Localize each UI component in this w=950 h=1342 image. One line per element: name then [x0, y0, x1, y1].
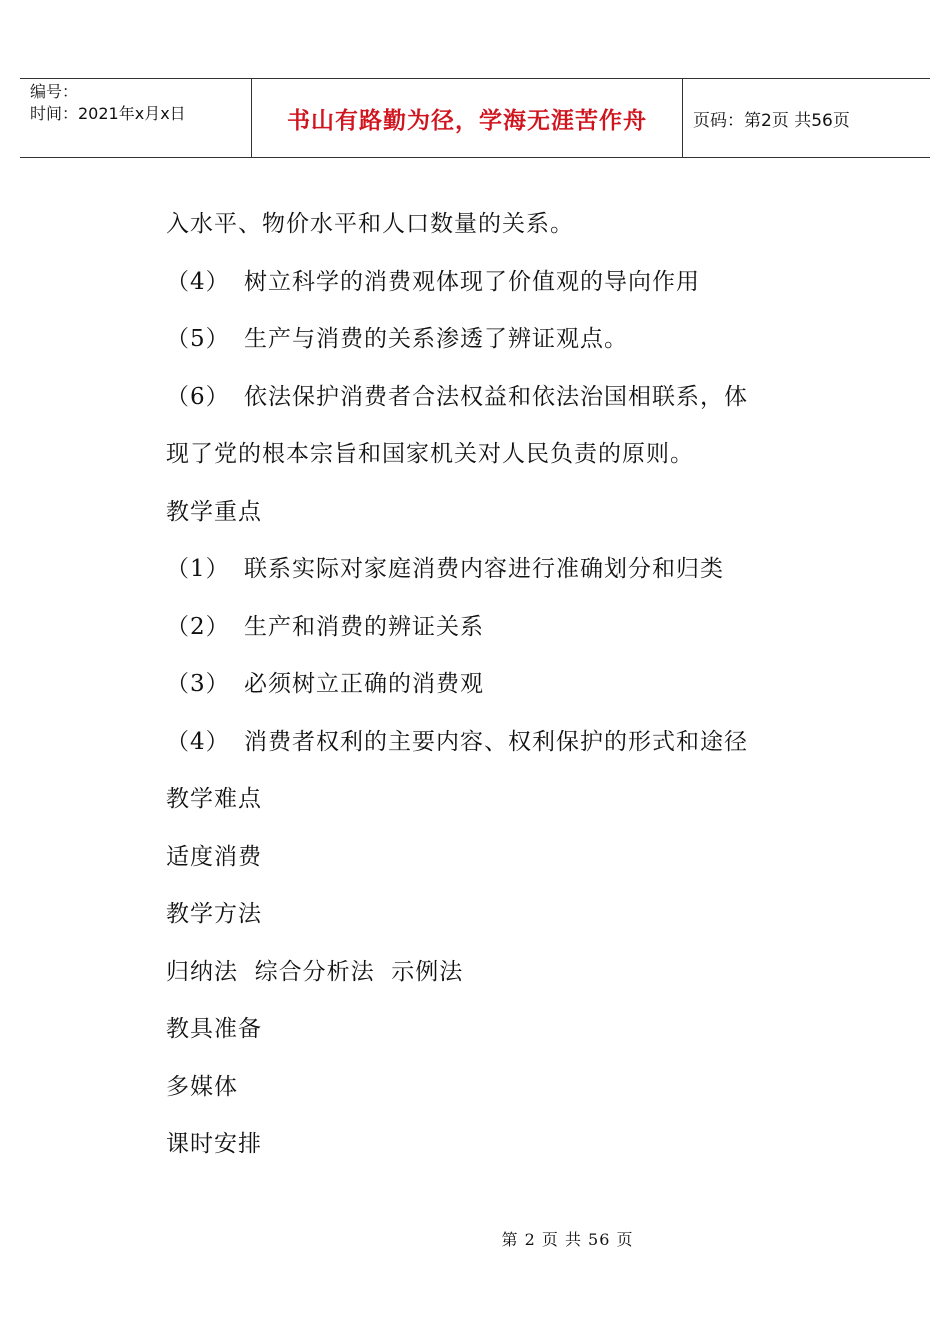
paragraph-line: 归纳法 综合分析法 示例法: [166, 958, 464, 985]
list-item-text: 生产与消费的关系渗透了辨证观点。: [244, 326, 628, 352]
list-item: [166, 369, 806, 427]
list-item: [166, 254, 806, 312]
header-page-counter: 页码：第2页 共56页: [693, 110, 850, 131]
list-item: [166, 311, 806, 369]
paragraph-line: 多媒体: [166, 1073, 238, 1100]
paragraph-line: 现了党的根本宗旨和国家机关对人民负责的原则。: [166, 441, 694, 467]
list-item-number: （5）: [166, 326, 230, 352]
document-body: [166, 196, 806, 1174]
section-heading-schedule: 课时安排: [166, 1131, 262, 1157]
list-item-number: （1）: [166, 556, 230, 582]
header-motto-cell: [252, 79, 683, 157]
list-item: [166, 656, 806, 714]
page-footer: [0, 1227, 950, 1250]
section-heading-difficulty: 教学难点: [166, 786, 262, 812]
list-item-number: （4）: [166, 268, 230, 295]
list-item-text: 消费者权利的主要内容、权利保护的形式和途径: [244, 728, 748, 755]
date-label: 时间：2021年x月x日: [30, 104, 186, 123]
list-item-number: （3）: [166, 671, 230, 697]
list-item: [166, 599, 806, 657]
list-item-number: （4）: [166, 728, 230, 755]
header-page-cell: [683, 79, 930, 157]
list-item-number: （2）: [166, 613, 230, 640]
paragraph-line: 入水平、物价水平和人口数量的关系。: [166, 211, 574, 237]
list-item-text: 依法保护消费者合法权益和依法治国相联系，体: [244, 383, 748, 410]
paragraph-line: 适度消费: [166, 843, 262, 870]
list-item-number: （6）: [166, 383, 230, 410]
motto-text: 书山有路勤为径，学海无涯苦作舟: [287, 107, 647, 134]
page-header: [20, 78, 930, 158]
section-heading-tools: 教具准备: [166, 1016, 262, 1042]
list-item-text: 树立科学的消费观体现了价值观的导向作用: [244, 268, 700, 295]
list-item-text: 必须树立正确的消费观: [244, 671, 484, 697]
list-item-text: 联系实际对家庭消费内容进行准确划分和归类: [244, 556, 724, 582]
footer-page-number: 第 2 页 共 56 页: [501, 1230, 634, 1249]
list-item-text: 生产和消费的辨证关系: [244, 613, 484, 640]
header-meta: [20, 79, 252, 157]
list-item: [166, 714, 806, 772]
serial-number-label: 编号：: [30, 82, 79, 101]
list-item: [166, 541, 806, 599]
section-heading-focus: 教学重点: [166, 498, 262, 525]
section-heading-method: 教学方法: [166, 901, 262, 927]
